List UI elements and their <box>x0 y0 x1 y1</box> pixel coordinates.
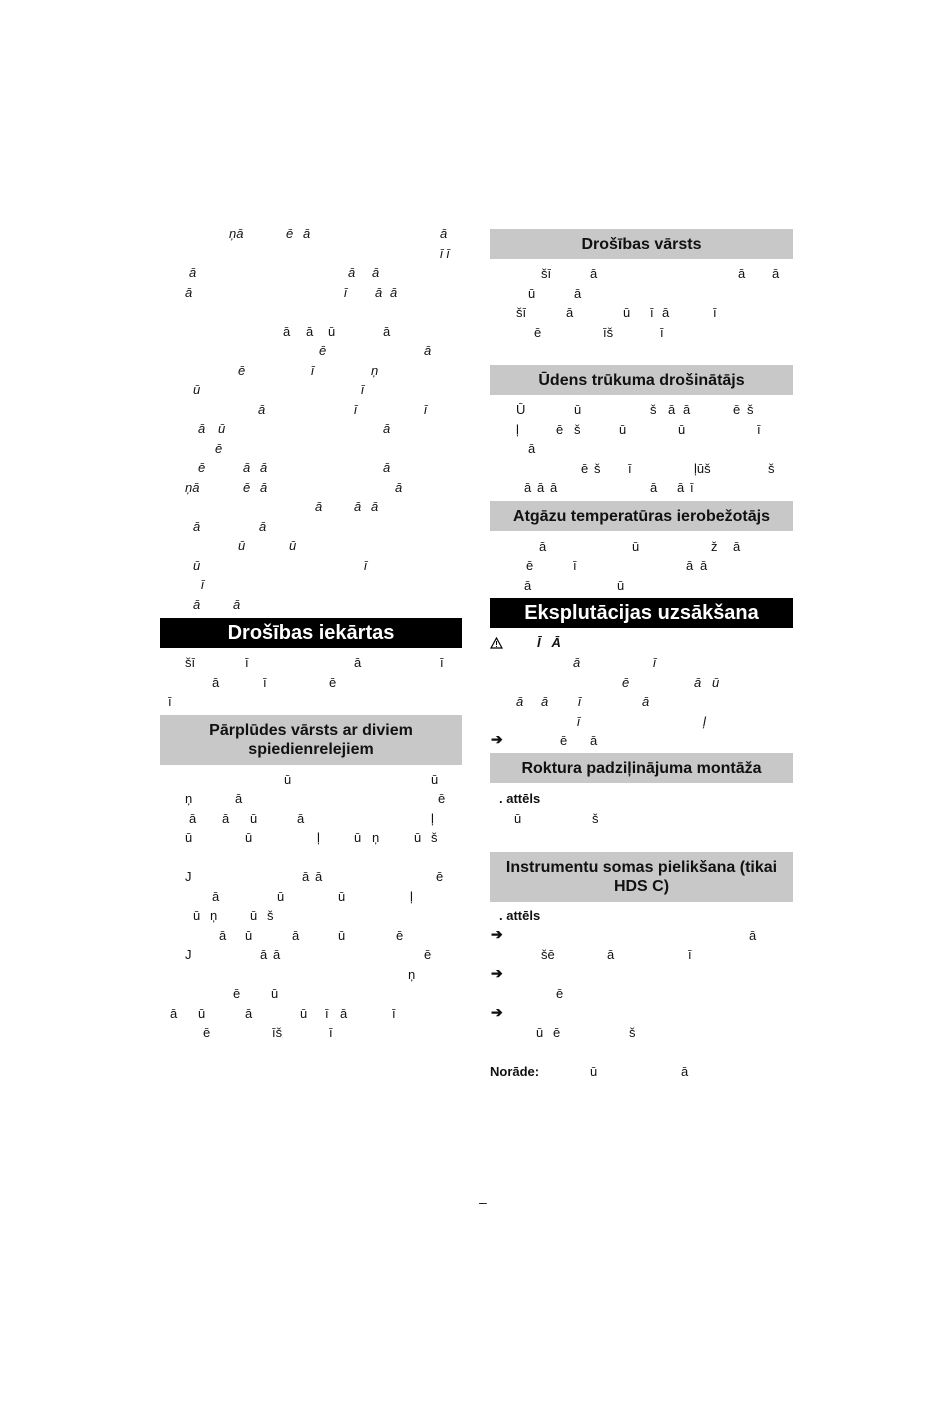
text-fragment: ū <box>619 422 627 437</box>
text-fragment: ī <box>361 382 364 397</box>
arrow-right-icon: ➔ <box>491 926 503 942</box>
text-fragment: ē <box>233 986 241 1001</box>
text-fragment: ū <box>632 539 640 554</box>
text-fragment: ā <box>383 421 391 436</box>
text-fragment: ū <box>245 830 253 845</box>
text-fragment: ā <box>738 266 746 281</box>
text-fragment: šī <box>185 655 196 670</box>
text-fragment: ū <box>185 830 193 845</box>
text-fragment: ā <box>185 285 193 300</box>
text-fragment: ū <box>338 889 346 904</box>
text-fragment: ū <box>277 889 285 904</box>
text-fragment: ā <box>315 499 323 514</box>
text-fragment: ņ <box>408 967 416 982</box>
text-fragment: ļūš <box>694 461 711 476</box>
text-fragment: ā <box>189 811 197 826</box>
text-fragment: ū <box>528 286 536 301</box>
text-fragment: ē <box>215 441 223 456</box>
text-fragment: J <box>185 869 192 884</box>
text-fragment: šī <box>541 266 552 281</box>
text-fragment: ē <box>526 558 534 573</box>
warning-triangle-icon <box>490 636 503 654</box>
text-fragment: ē <box>396 928 404 943</box>
text-fragment: ā <box>235 791 243 806</box>
text-fragment: š <box>574 422 581 437</box>
text-fragment: ā <box>383 460 391 475</box>
text-fragment: ā <box>303 226 311 241</box>
text-fragment: ī <box>311 363 314 378</box>
arrow-right-icon: ➔ <box>491 731 503 747</box>
text-fragment: ū <box>198 1006 206 1021</box>
text-fragment: ē <box>329 675 337 690</box>
text-fragment: š <box>594 461 601 476</box>
section-heading-safety-valve <box>490 229 793 259</box>
text-fragment: ā <box>573 655 581 670</box>
text-fragment: š <box>650 402 657 417</box>
section-heading-tool-bag-title: Instrumentu somas pielikšana (tikai HDS C) <box>505 859 778 895</box>
text-fragment: ā <box>574 286 582 301</box>
text-fragment: ī <box>424 402 427 417</box>
text-fragment: š <box>747 402 754 417</box>
text-fragment: ā <box>700 558 708 573</box>
text-fragment: ē <box>733 402 741 417</box>
text-fragment: ū <box>712 675 720 690</box>
text-fragment: ā <box>243 460 251 475</box>
text-fragment: ū <box>431 772 439 787</box>
text-fragment: ū <box>245 928 253 943</box>
text-fragment: ļ <box>703 714 706 729</box>
text-fragment: ū <box>193 558 201 573</box>
text-fragment: ū <box>300 1006 308 1021</box>
text-fragment: š <box>768 461 775 476</box>
text-fragment: ī <box>713 305 717 320</box>
text-fragment: ē <box>622 675 630 690</box>
text-fragment: ū <box>354 830 362 845</box>
text-fragment: ā <box>677 480 685 495</box>
text-fragment: ļ <box>410 889 413 904</box>
section-heading-start-up <box>490 598 793 628</box>
text-fragment: ū <box>536 1025 544 1040</box>
text-fragment: ļ <box>516 422 519 437</box>
text-fragment: ū <box>328 324 336 339</box>
text-fragment: ā <box>440 226 448 241</box>
text-fragment: ļ <box>317 830 320 845</box>
text-fragment: ā <box>516 694 524 709</box>
text-fragment: ū <box>289 538 297 553</box>
text-fragment: ā <box>683 402 691 417</box>
text-fragment: ā <box>212 675 220 690</box>
text-fragment: ū <box>617 578 625 593</box>
text-fragment: š <box>431 830 438 845</box>
text-fragment: ū <box>250 811 258 826</box>
text-fragment: ē <box>553 1025 561 1040</box>
text-fragment: ē <box>436 869 444 884</box>
text-fragment: ī <box>201 577 204 592</box>
text-fragment: ā <box>193 597 201 612</box>
text-fragment: ū <box>338 928 346 943</box>
text-fragment: ē <box>238 363 246 378</box>
text-fragment: ā <box>219 928 227 943</box>
text-fragment: ī <box>263 675 267 690</box>
arrow-right-icon: ➔ <box>491 1004 503 1020</box>
text-fragment: ī <box>329 1025 333 1040</box>
text-fragment: ī ī <box>440 246 450 261</box>
text-fragment: ī <box>354 402 357 417</box>
text-fragment: ā <box>273 947 281 962</box>
section-heading-water-shortage-title: Ūdens trūkuma drošinātājs <box>538 371 745 389</box>
text-fragment: ā <box>297 811 305 826</box>
section-heading-water-shortage <box>490 365 793 395</box>
text-fragment: ņā <box>229 226 244 241</box>
text-fragment: ņ <box>185 791 193 806</box>
text-fragment: š <box>592 811 599 826</box>
section-heading-safety-valve-title: Drošības vārsts <box>581 235 702 253</box>
text-fragment: ā <box>222 811 230 826</box>
text-fragment: ā <box>590 733 598 748</box>
text-fragment: ū <box>193 382 201 397</box>
text-fragment: ā <box>590 266 598 281</box>
text-fragment: ī <box>440 655 444 670</box>
text-fragment: ā <box>306 324 314 339</box>
text-fragment: ū <box>574 402 582 417</box>
text-fragment: ā <box>686 558 694 573</box>
section-heading-overflow-valve-title: Pārplūdes vārsts ar diviem spiedienrelejiem <box>209 722 413 758</box>
text-fragment: ā <box>541 694 549 709</box>
text-fragment: ī <box>578 694 581 709</box>
text-fragment: ē <box>560 733 568 748</box>
text-fragment: ž <box>711 539 718 554</box>
text-fragment: ī <box>573 558 577 573</box>
text-fragment: ā <box>749 928 757 943</box>
text-fragment: ņ <box>372 830 380 845</box>
text-fragment: ņā <box>185 480 200 495</box>
text-fragment: ī <box>653 655 656 670</box>
text-fragment: ā <box>694 675 702 690</box>
text-fragment: ā <box>668 402 676 417</box>
text-fragment: īš <box>272 1025 283 1040</box>
text-fragment: ā <box>189 265 197 280</box>
text-fragment: ā <box>681 1064 689 1079</box>
text-fragment: ā <box>733 539 741 554</box>
text-fragment: ē <box>198 460 206 475</box>
text-fragment: ī <box>245 655 249 670</box>
text-fragment: ņ <box>371 363 379 378</box>
text-fragment: ū <box>193 908 201 923</box>
text-fragment: ā <box>260 460 268 475</box>
text-fragment: ē <box>534 325 542 340</box>
text-fragment: ī <box>757 422 761 437</box>
text-fragment: ā <box>528 441 536 456</box>
section-heading-safety-devices-title: Drošības iekārtas <box>227 621 395 644</box>
text-fragment: ā <box>607 947 615 962</box>
text-fragment: ī <box>168 694 172 709</box>
section-heading-safety-devices <box>160 618 462 648</box>
figure-label-tool-bag: . attēls <box>499 908 541 923</box>
text-fragment: ī <box>392 1006 396 1021</box>
text-fragment: ā <box>354 655 362 670</box>
text-fragment: ē <box>581 461 589 476</box>
text-fragment: ā <box>390 285 398 300</box>
section-heading-exhaust-limiter <box>490 501 793 531</box>
text-fragment: ī <box>577 714 580 729</box>
text-fragment: ē <box>286 226 294 241</box>
text-fragment: ļ <box>431 811 434 826</box>
text-fragment: šī <box>516 305 527 320</box>
text-fragment: ī <box>688 947 692 962</box>
text-fragment: ī <box>628 461 632 476</box>
text-fragment: ā <box>212 889 220 904</box>
text-fragment: ā <box>233 597 241 612</box>
text-fragment: ī <box>364 558 367 573</box>
text-fragment: ā <box>354 499 362 514</box>
text-fragment: ē <box>438 791 446 806</box>
text-fragment: Ū <box>516 402 526 417</box>
text-fragment: ē <box>556 422 564 437</box>
text-fragment: ā <box>260 480 268 495</box>
note-label: Norāde: <box>490 1064 540 1079</box>
text-fragment: ū <box>218 421 226 436</box>
text-fragment: ē <box>319 343 327 358</box>
text-fragment: ā <box>259 519 267 534</box>
text-fragment: ū <box>414 830 422 845</box>
text-fragment: ī <box>660 325 664 340</box>
text-fragment: šē <box>541 947 555 962</box>
text-fragment: ā <box>375 285 383 300</box>
text-fragment: ē <box>424 947 432 962</box>
text-fragment: ņ <box>210 908 218 923</box>
text-fragment: ū <box>250 908 258 923</box>
text-fragment: ā <box>260 947 268 962</box>
text-fragment: ā <box>198 421 206 436</box>
section-heading-overflow-valve <box>160 715 462 765</box>
text-fragment: ā <box>539 539 547 554</box>
text-fragment: ā <box>424 343 432 358</box>
text-fragment: š <box>267 908 274 923</box>
text-fragment: ā <box>772 266 780 281</box>
section-heading-exhaust-limiter-title: Atgāzu temperatūras ierobežotājs <box>513 507 770 525</box>
warning-label: Ī Ā <box>537 635 561 650</box>
text-fragment: ū <box>238 538 246 553</box>
text-fragment: ā <box>283 324 291 339</box>
text-fragment: ā <box>550 480 558 495</box>
page-footer-dash: – <box>479 1194 487 1210</box>
text-fragment: ā <box>292 928 300 943</box>
text-fragment: ā <box>537 480 545 495</box>
section-heading-handle-mount <box>490 753 793 783</box>
text-fragment: ā <box>566 305 574 320</box>
figure-label-handle: . attēls <box>499 791 541 806</box>
text-fragment: ī <box>650 305 654 320</box>
text-fragment: ā <box>650 480 658 495</box>
text-fragment: ā <box>662 305 670 320</box>
text-fragment: ū <box>514 811 522 826</box>
text-fragment: š <box>629 1025 636 1040</box>
section-heading-start-up-title: Eksplutācijas uzsākšana <box>524 601 759 624</box>
section-heading-handle-mount-title: Roktura padziļinājuma montāža <box>521 759 762 777</box>
text-fragment: ū <box>623 305 631 320</box>
text-fragment: J <box>185 947 192 962</box>
text-fragment: ī <box>690 480 694 495</box>
text-fragment: ā <box>642 694 650 709</box>
text-fragment: ā <box>348 265 356 280</box>
text-fragment: ā <box>524 578 532 593</box>
text-fragment: ā <box>315 869 323 884</box>
text-fragment: ā <box>383 324 391 339</box>
text-fragment: ā <box>340 1006 348 1021</box>
text-fragment: ū <box>284 772 292 787</box>
text-fragment: ū <box>590 1064 598 1079</box>
text-fragment: ī <box>325 1006 329 1021</box>
text-fragment: ī <box>344 285 347 300</box>
text-fragment: ā <box>302 869 310 884</box>
text-fragment: ū <box>678 422 686 437</box>
text-fragment: ā <box>371 499 379 514</box>
text-fragment: ā <box>258 402 266 417</box>
text-fragment: ā <box>395 480 403 495</box>
text-fragment: ā <box>372 265 380 280</box>
text-fragment: ē <box>243 480 251 495</box>
text-fragment: ā <box>193 519 201 534</box>
section-heading-tool-bag <box>490 852 793 902</box>
text-fragment: ū <box>271 986 279 1001</box>
text-fragment: ā <box>170 1006 178 1021</box>
arrow-right-icon: ➔ <box>491 965 503 981</box>
text-fragment: ē <box>556 986 564 1001</box>
text-fragment: ē <box>203 1025 211 1040</box>
text-fragment: ā <box>245 1006 253 1021</box>
text-fragment: ā <box>524 480 532 495</box>
text-fragment: īš <box>603 325 614 340</box>
